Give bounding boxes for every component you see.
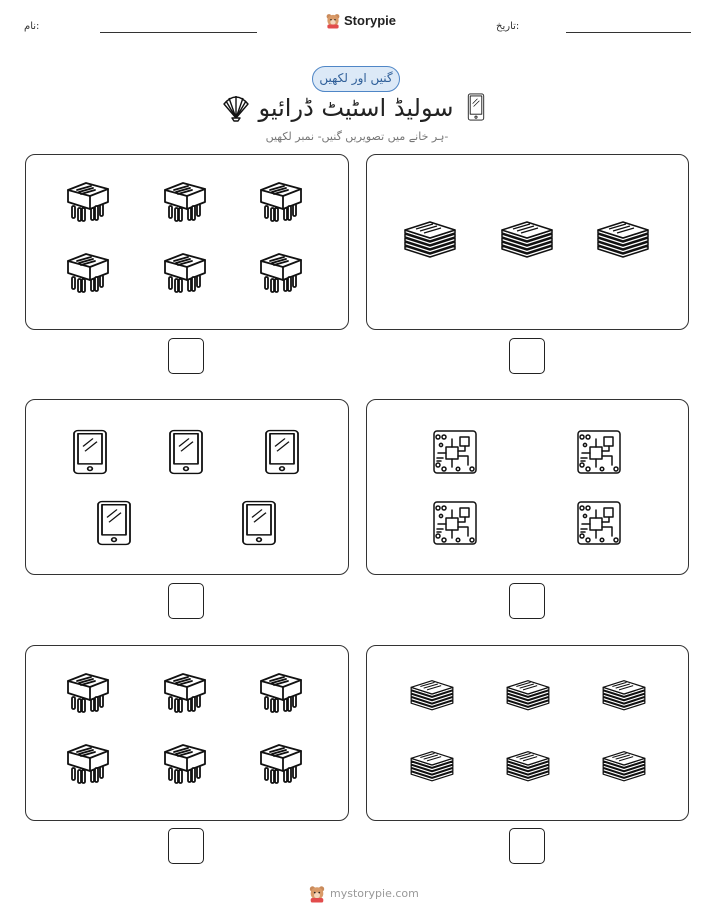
date-field[interactable]	[566, 32, 691, 33]
bear-icon	[308, 884, 326, 903]
answer-box-middle-right[interactable]	[509, 583, 545, 619]
ic-chip-icon	[257, 669, 305, 717]
circuit-board-icon	[576, 500, 622, 546]
answer-box-bottom-left[interactable]	[168, 828, 204, 864]
answer-box-top-left[interactable]	[168, 338, 204, 374]
stacked-layers-icon	[407, 674, 457, 714]
bear-icon	[325, 12, 341, 29]
circuit-board-icon	[432, 500, 478, 546]
stacked-layers-icon	[400, 214, 460, 262]
circuit-board-icon	[576, 429, 622, 475]
tablet-icon	[465, 93, 487, 121]
count-panel-top-right	[366, 154, 689, 330]
count-panel-bottom-right	[366, 645, 689, 821]
tablet-icon	[264, 429, 300, 475]
page-title: سولیڈ اسٹیٹ ڈرائیو	[258, 94, 454, 122]
count-panel-middle-left	[25, 399, 349, 575]
ic-chip-icon	[161, 740, 209, 788]
tablet-icon	[241, 500, 277, 546]
ic-chip-icon	[257, 740, 305, 788]
worksheet-badge: گنیں اور لکھیں	[312, 66, 400, 92]
circuit-board-icon	[432, 429, 478, 475]
footer-url[interactable]: mystorypie.com	[330, 887, 419, 900]
seashell-icon	[222, 92, 250, 122]
ic-chip-icon	[161, 178, 209, 226]
tablet-icon	[96, 500, 132, 546]
count-panel-middle-right	[366, 399, 689, 575]
ic-chip-icon	[161, 669, 209, 717]
ic-chip-icon	[64, 178, 112, 226]
tablet-icon	[72, 429, 108, 475]
count-panel-top-left	[25, 154, 349, 330]
stacked-layers-icon	[407, 745, 457, 785]
stacked-layers-icon	[503, 674, 553, 714]
name-field[interactable]	[100, 32, 257, 33]
answer-box-top-right[interactable]	[509, 338, 545, 374]
ic-chip-icon	[257, 249, 305, 297]
answer-box-bottom-right[interactable]	[509, 828, 545, 864]
ic-chip-icon	[64, 740, 112, 788]
ic-chip-icon	[161, 249, 209, 297]
answer-box-middle-left[interactable]	[168, 583, 204, 619]
count-panel-bottom-left	[25, 645, 349, 821]
stacked-layers-icon	[599, 745, 649, 785]
instructions: ہر خانے میں تصویریں گنیں- نمبر لکھیں-	[265, 130, 449, 143]
tablet-icon	[168, 429, 204, 475]
brand-name: Storypie	[344, 13, 397, 28]
stacked-layers-icon	[503, 745, 553, 785]
date-label: تاریخ:	[496, 21, 520, 32]
stacked-layers-icon	[593, 214, 653, 262]
ic-chip-icon	[64, 669, 112, 717]
stacked-layers-icon	[599, 674, 649, 714]
stacked-layers-icon	[497, 214, 557, 262]
storypie-logo	[325, 12, 396, 29]
name-label: نام:	[24, 21, 40, 32]
ic-chip-icon	[64, 249, 112, 297]
ic-chip-icon	[257, 178, 305, 226]
footer	[308, 884, 419, 903]
